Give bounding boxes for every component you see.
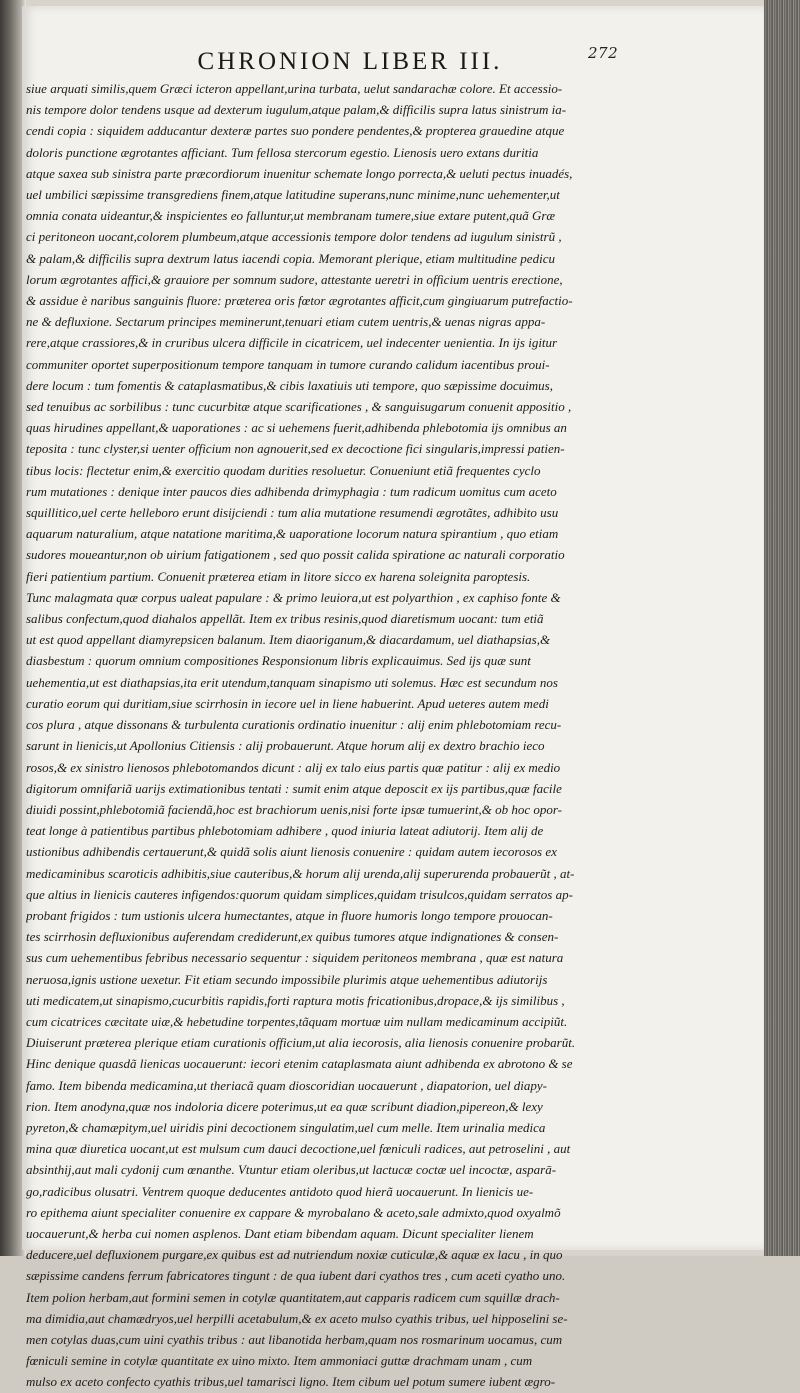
text-line: go,radicibus olusatri. Ventrem quoque deducentes antidoto quod hierã uocauerunt. In lienicis ue-: [26, 1183, 534, 1199]
text-line: rere,atque crassiores,& in cruribus ulcera difficile in cicatricem, uel indecenter uenientia. In ijs igitur: [26, 335, 558, 351]
text-line: atque saxea sub sinistra parte præcordiorum inuenitur schemate longo porrecta,& ueluti pectus inuadés,: [26, 165, 573, 181]
text-line: uehementia,ut est diathapsias,ita erit utendum,tanquam sinapismo uti solemus. Hæc est secundum nos: [26, 674, 558, 690]
text-line: communiter oportet superpositionum tempore tanquam in tumore curando calidum iacentibus proui-: [26, 356, 550, 372]
text-line: nis tempore dolor tendens usque ad dexterum iugulum,atque palam,& difficilis supra latus sinistrum ia-: [26, 102, 567, 118]
text-line: diuidi possint,phlebotomiã faciendã,hoc est brachiorum uenis,nisi forte ipsæ tumuerint,& ob hoc opor-: [26, 801, 562, 817]
text-line: ma dimidia,aut chamædryos,uel herpilli acetabulum,& ex aceto mulso cyathis tribus, uel hipposelini se-: [26, 1310, 568, 1326]
text-line: & assidue è naribus sanguinis fluore: præterea oris fœtor ægrotantes afficit,cum gingiuarum putrefactio-: [26, 293, 573, 309]
running-head: CHRONION LIBER III.: [197, 48, 503, 75]
text-line: rion. Item anodyna,quæ nos indoloria dicere poterimus,ut ea quæ scribunt diadion,pipereon,& lexy: [26, 1098, 543, 1114]
text-line: rosos,& ex sinistro lienosos phlebotomandos dicunt : alij ex talo eius partis quæ patitur : alij ex medio: [26, 759, 561, 775]
text-line: rum mutationes : denique inter paucos dies adhibenda drimyphagia : tum radicum uomitus cum aceto: [26, 483, 557, 499]
text-line: tes scirrhosin defluxionibus auferendam crediderunt,ex quibus tumores atque indignationes & consen-: [26, 929, 559, 945]
text-line: quas hirudines appellant,& uaporationes : ac si uehemens fuerit,adhibenda phlebotomia ijs omnibus an: [26, 420, 567, 436]
text-line: diasbestum : quorum omnium compositiones Responsionum libris explicauimus. Sed ijs quæ sunt: [26, 653, 531, 669]
text-line: dere locum : tum fomentis & cataplasmatibus,& cibis laxatiuis uti tempore, quo sæpissime docuimus,: [26, 377, 553, 393]
body-text: [26, 78, 656, 1393]
text-line: sus cum uehementibus febribus necessario sequentur : siquidem peritoneos membrana , quæ est natura: [26, 950, 564, 966]
page-edges: [764, 0, 800, 1256]
text-line: sæpissime candens ferrum fabricatores tingunt : de qua iubent dari cyathos tres , cum aceti cyatho uno.: [26, 1268, 566, 1284]
text-line: Hinc denique quasdã lienicas uocauerunt: iecori etenim cataplasmata aiunt adhibenda ex abrotono & se: [26, 1056, 573, 1072]
text-line: cos plura , atque dissonans & turbulenta curationis ordinatio inuenitur : alij enim phlebotomiam recu-: [26, 717, 562, 733]
text-line: men cotylas duas,cum uini cyathis tribus : aut libanotida herbam,quam nos rosmarinum uocamus, cum: [26, 1331, 563, 1347]
text-line: neruosa,ignis ustione uexetur. Fit etiam secundo impossibile plurimis atque uehementibus adiutorijs: [26, 971, 548, 987]
text-line: fieri patientium partium. Conuenit præterea etiam in litore sicco ex harena soleignita paroptesis.: [26, 568, 531, 584]
text-line: sed tenuibus ac sorbilibus : tunc cucurbitæ atque scarificationes , & sanguisugarum conuenit appositio ,: [26, 399, 572, 415]
text-line: pyreton,& chamæpitym,uel uiridis pini decoctionem singulatim,uel cum melle. Item urinalia medica: [26, 1119, 546, 1135]
text-line: ut est quod appellant diamyrepsicen balanum. Item diaoriganum,& diacardamum, uel diathapsias,&: [26, 632, 551, 648]
text-line: Item polion herbam,aut formini semen in cotylæ quantitatem,aut capparis radicem cum squillæ drach-: [26, 1289, 560, 1305]
text-line: teat longe à patientibus partibus phlebotomiam adhibere , quod iniuria lateat adiutorij. Item alij de: [26, 823, 544, 839]
text-line: lorum ægrotantes affici,& grauiore per somnum sudore, attestante ueretri in officium uentris erectione,: [26, 271, 563, 287]
text-line: omnia conata uideantur,& inspicientes eo falluntur,ut membranam tumere,siue extare putent,quã Græ: [26, 208, 556, 224]
text-line: que altius in lienicis cauteres infigendos:quorum quidam simplices,quidam trisulcos,quidam serratos ap-: [26, 886, 573, 902]
page-number: 272: [588, 44, 619, 62]
text-line: ci peritoneon uocant,colorem plumbeum,atque accessionis tempore dolor tendens ad iugulum sinistrũ ,: [26, 229, 562, 245]
text-line: medicaminibus scaroticis adhibitis,siue cauteribus,& horum alij urenda,alij superurenda probauerũt , at-: [26, 865, 575, 881]
text-line: ro epithema aiunt specialiter conuenire ex cappare & myrobalano & aceto,sale admixto,quod oxyalmõ: [26, 1204, 561, 1220]
text-line: & palam,& difficilis supra dextrum latus iacendi copia. Memorant plerique, etiam multitudine pedicu: [26, 250, 555, 266]
text-line: siue arquati similis,quem Græci icteron appellant,urina turbata, uelut sandarachæ colore. Et accessio-: [26, 81, 563, 96]
text-line: squillitico,uel certe helleboro erunt disijciendi : tum alia mutatione resumendi ægrotãtes, adhibito usu: [26, 505, 559, 521]
text-line: doloris punctione ægrotantes afficiant. Tum fellosa stercorum egestio. Lienosis uero extans duritia: [26, 144, 539, 160]
text-line: teposita : tunc clyster,si uenter officium non agnouerit,sed ex decoctione fici singularis,impressi patien-: [26, 441, 565, 457]
text-line: fœniculi semine in cotylæ quantitate ex uino mixto. Item ammoniaci guttæ drachmam unam , cum: [26, 1353, 533, 1369]
text-line: ustionibus adhibendis certauerunt,& quidã solis aiunt lienosis conuenire : quidam autem iecorosos ex: [26, 844, 557, 860]
text-line: uti medicatem,ut sinapismo,cucurbitis rapidis,forti raptura motis fricationibus,dropace,& ijs similibus ,: [26, 992, 565, 1008]
text-line: cum cicatrices cæcitate uiæ,& hebetudine torpentes,tãquam mortuæ uim nullam medicaminum accipiũt.: [26, 1013, 568, 1029]
text-line: deducere,uel defluxionem purgare,ex quibus est ad nutriendum noxiæ cuticulæ,& aquæ ex lacu , in quo: [26, 1247, 563, 1263]
text-line: tibus locis: flectetur enim,& exercitio quodam durities resoluetur. Conueniunt etiã frequentes cyclo: [26, 462, 541, 478]
text-line: Tunc malagmata quæ corpus ualeat papulare : & primo leuiora,ut est polyarthion , ex caphiso fonte &: [26, 589, 561, 605]
text-line: mulso ex aceto confecto cyathis tribus,uel tamarisci ligno. Item cibum uel potum sumere iubent ægro-: [26, 1374, 556, 1390]
text-line: sudores moueantur,non ob uirium fatigationem , sed quo possit calida spiratione ac naturali corporatio: [26, 547, 565, 563]
text-line: Diuiserunt præterea plerique etiam curationis officium,ut alia iecorosis, alia lienosis conuenire probarũt.: [26, 1035, 576, 1051]
text-line: probant frigidos : tum ustionis ulcera humectantes, atque in fluore humoris longo tempore prouocan-: [26, 907, 553, 923]
text-line: cendi copia : siquidem adducantur dexteræ partes suo pondere pendentes,& propterea grauedine atque: [26, 123, 565, 139]
text-line: famo. Item bibenda medicamina,ut theriacã quam dioscoridian uocauerunt , diapatorion, uel diapy-: [26, 1077, 548, 1093]
text-line: sarunt in lienicis,ut Apollonius Citiensis : alij probauerunt. Atque horum alij ex dextro brachio ieco: [26, 738, 545, 754]
text-line: uel umbilici sæpissime transgrediens finem,atque latitudine superans,nunc minime,nunc uehementer,ut: [26, 187, 560, 203]
text-line: absinthij,aut mali cydonij cum œnanthe. Vtuntur etiam oleribus,ut lactucæ coctæ uel incoctæ, asparā-: [26, 1162, 557, 1178]
text-line: mina quæ diuretica uocant,ut est mulsum cum dauci decoctione,uel fœniculi radices, aut petroselini , aut: [26, 1141, 571, 1157]
text-line: ne & defluxione. Sectarum principes meminerunt,tenuari etiam cutem uentris,& uenas nigras appa-: [26, 314, 546, 330]
text-line: digitorum omnifariã uarijs extimationibus tentati : sumit enim atque deposcit ex ijs partibus,quæ facile: [26, 780, 562, 796]
text-line: uocauerunt,& herba cui nomen asplenos. Dant etiam bibendam aquam. Dicunt specialiter lienem: [26, 1225, 534, 1241]
text-line: aquarum naturalium, atque natatione maritima,& uaporatione locorum natura spirantium , quo etiam: [26, 526, 559, 542]
text-line: salibus confectum,quod diahalos appellãt. Item ex tribus resinis,quod diaretismum uocant: tum etiã: [26, 611, 544, 627]
text-line: curatio eorum qui duritiam,siue scirrhosin in iecore uel in liene habuerint. Apud ueteres autem medi: [26, 695, 549, 711]
